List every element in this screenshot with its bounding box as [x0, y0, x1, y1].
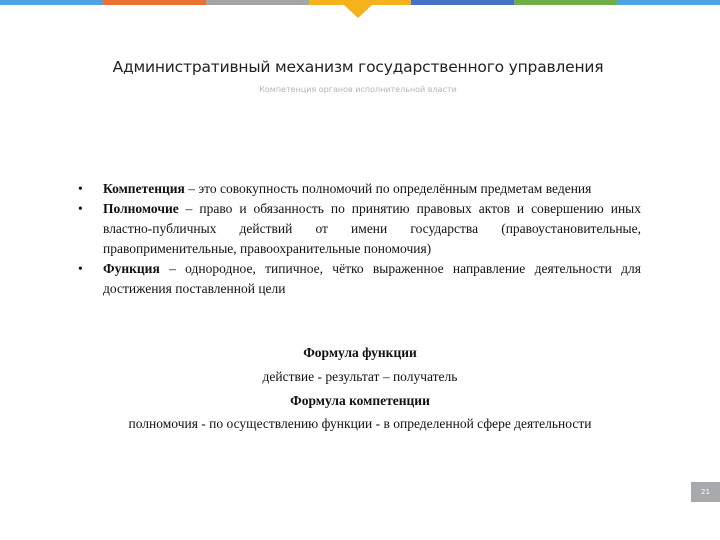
stripe-segment-2: [103, 0, 206, 5]
bullet-dot-icon: •: [78, 201, 83, 216]
stripe-segment-3: [206, 0, 309, 5]
bullet-dot-icon: •: [78, 181, 83, 196]
bullet-authority: [78, 199, 641, 259]
pointer-triangle-icon: [344, 5, 372, 18]
bullet-function: [78, 259, 641, 299]
stripe-segment-1: [0, 0, 103, 5]
stripe-segment-6: [514, 0, 617, 5]
definition-competence: – это совокупность полномочий по определённым предметам ведения: [184, 181, 592, 196]
term-competence: Компетенция: [103, 181, 185, 196]
term-function: Функция: [103, 261, 160, 276]
definition-authority: – право и обязанность по принятию правовых актов и совершению иных властно-публичных действий от имени государства (правоустановительные, правоприменительные, правоохранительные пономочия): [103, 201, 641, 256]
term-authority: Полномочие: [103, 201, 179, 216]
formula-competence-heading: Формула компетенции: [290, 393, 430, 408]
stripe-segment-7: [617, 0, 720, 5]
definition-function: – однородное, типичное, чётко выраженное направление деятельности для достижения поставленной цели: [103, 261, 641, 296]
page-number: 21: [701, 488, 710, 496]
bullet-competence: [78, 179, 641, 199]
page-number-badge: [691, 482, 720, 502]
slide-title: Административный механизм государственного управления: [112, 58, 604, 76]
formula-competence: полномочия - по осуществлению функции - в определенной сфере деятельности: [128, 416, 592, 431]
stripe-segment-5: [411, 0, 514, 5]
bullet-dot-icon: •: [78, 261, 83, 276]
slide-body: [78, 179, 641, 299]
slide-subtitle: Компетенция органов исполнительной власти: [259, 85, 457, 94]
formula-function: действие - результат – получатель: [262, 369, 458, 384]
formula-function-heading: Формула функции: [303, 345, 417, 360]
